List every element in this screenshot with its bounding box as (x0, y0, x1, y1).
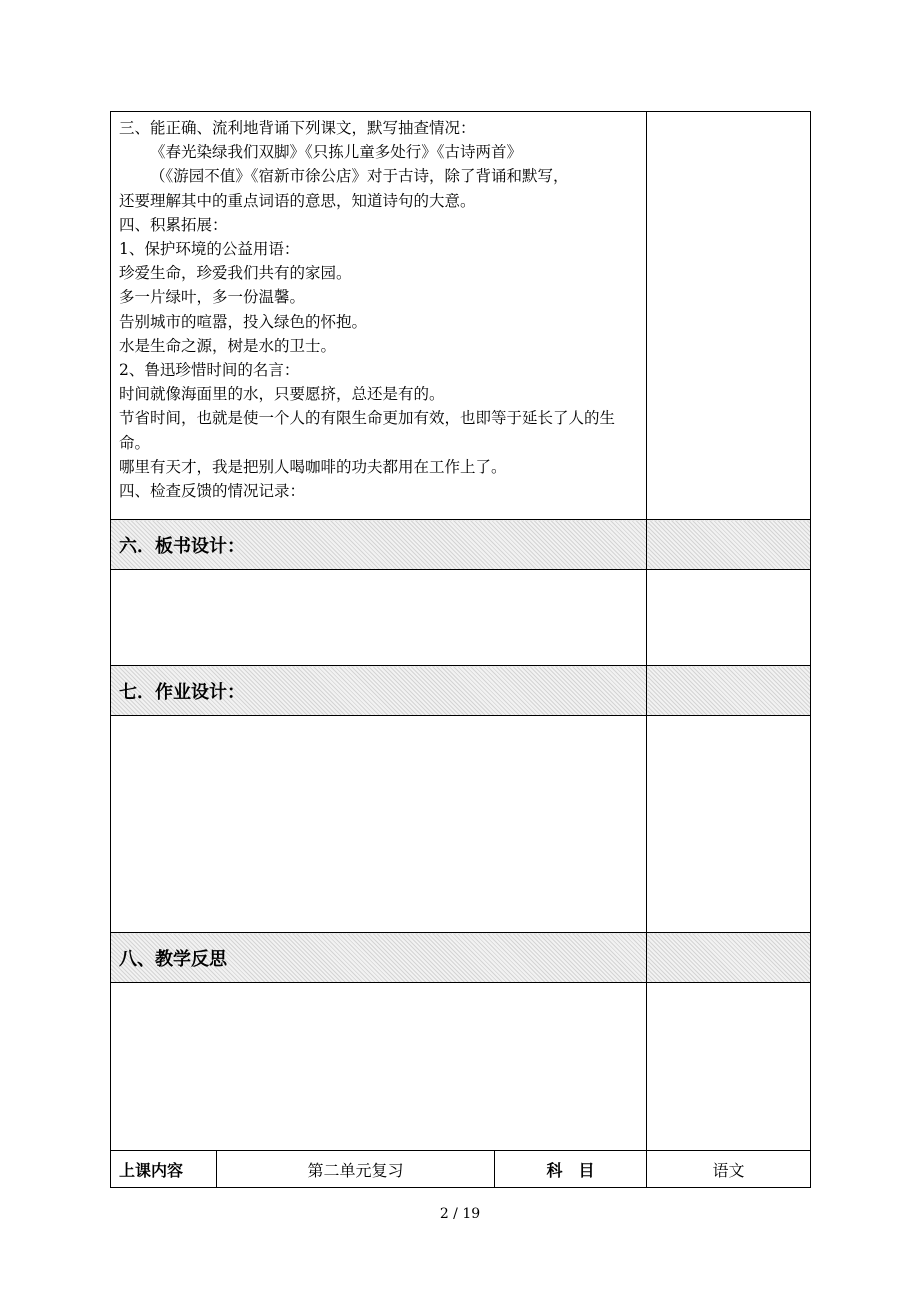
content-line: 时间就像海面里的水，只要愿挤，总还是有的。 (119, 385, 445, 404)
lesson-plan-table (110, 111, 811, 1188)
lesson-content-label: 上课内容 (111, 1151, 217, 1188)
subject-label: 科 目 (495, 1151, 647, 1188)
teaching-reflection-cell (111, 983, 647, 1151)
notes-cell (647, 716, 811, 933)
teaching-reflection-heading: 八、教学反思 (111, 933, 647, 983)
content-line: 《春光染绿我们双脚》《只拣儿童多处行》《古诗两首》 (150, 143, 523, 162)
lesson-content-value: 第二单元复习 (217, 1151, 495, 1188)
content-line: 四、积累拓展： (119, 215, 228, 234)
blackboard-design-heading: 六．板书设计： (111, 520, 647, 570)
review-content-cell (111, 112, 647, 520)
notes-cell (647, 112, 811, 520)
blackboard-design-cell (111, 570, 647, 666)
notes-header-cell (647, 666, 811, 716)
subject-value: 语文 (647, 1151, 811, 1188)
notes-header-cell (647, 933, 811, 983)
content-line: 节省时间，也就是使一个人的有限生命更加有效，也即等于延长了人的生命。 (119, 409, 616, 452)
homework-design-cell (111, 716, 647, 933)
content-line: 三、能正确、流利地背诵下列课文，默写抽查情况： (119, 119, 476, 137)
content-line: （《游园不值》《宿新市徐公店》对于古诗，除了背诵和默写， (150, 167, 569, 186)
notes-cell (647, 570, 811, 666)
content-line: 水是生命之源，树是水的卫士。 (119, 336, 337, 355)
content-line: 四、检查反馈的情况记录： (119, 482, 306, 501)
notes-header-cell (647, 520, 811, 570)
content-line: 哪里有天才，我是把别人喝咖啡的功夫都用在工作上了。 (119, 457, 507, 476)
content-line: 还要理解其中的重点词语的意思，知道诗句的大意。 (119, 191, 476, 210)
content-line: 2、鲁迅珍惜时间的名言： (119, 361, 300, 380)
content-line: 珍爱生命，珍爱我们共有的家园。 (119, 264, 352, 283)
content-line: 多一片绿叶，多一份温馨。 (119, 288, 306, 307)
homework-design-heading: 七．作业设计： (111, 666, 647, 716)
content-line: 1、保护环境的公益用语： (119, 240, 300, 259)
page-number: 2 / 19 (439, 1206, 481, 1222)
content-line: 告别城市的喧嚣，投入绿色的怀抱。 (119, 312, 368, 331)
notes-cell (647, 983, 811, 1151)
